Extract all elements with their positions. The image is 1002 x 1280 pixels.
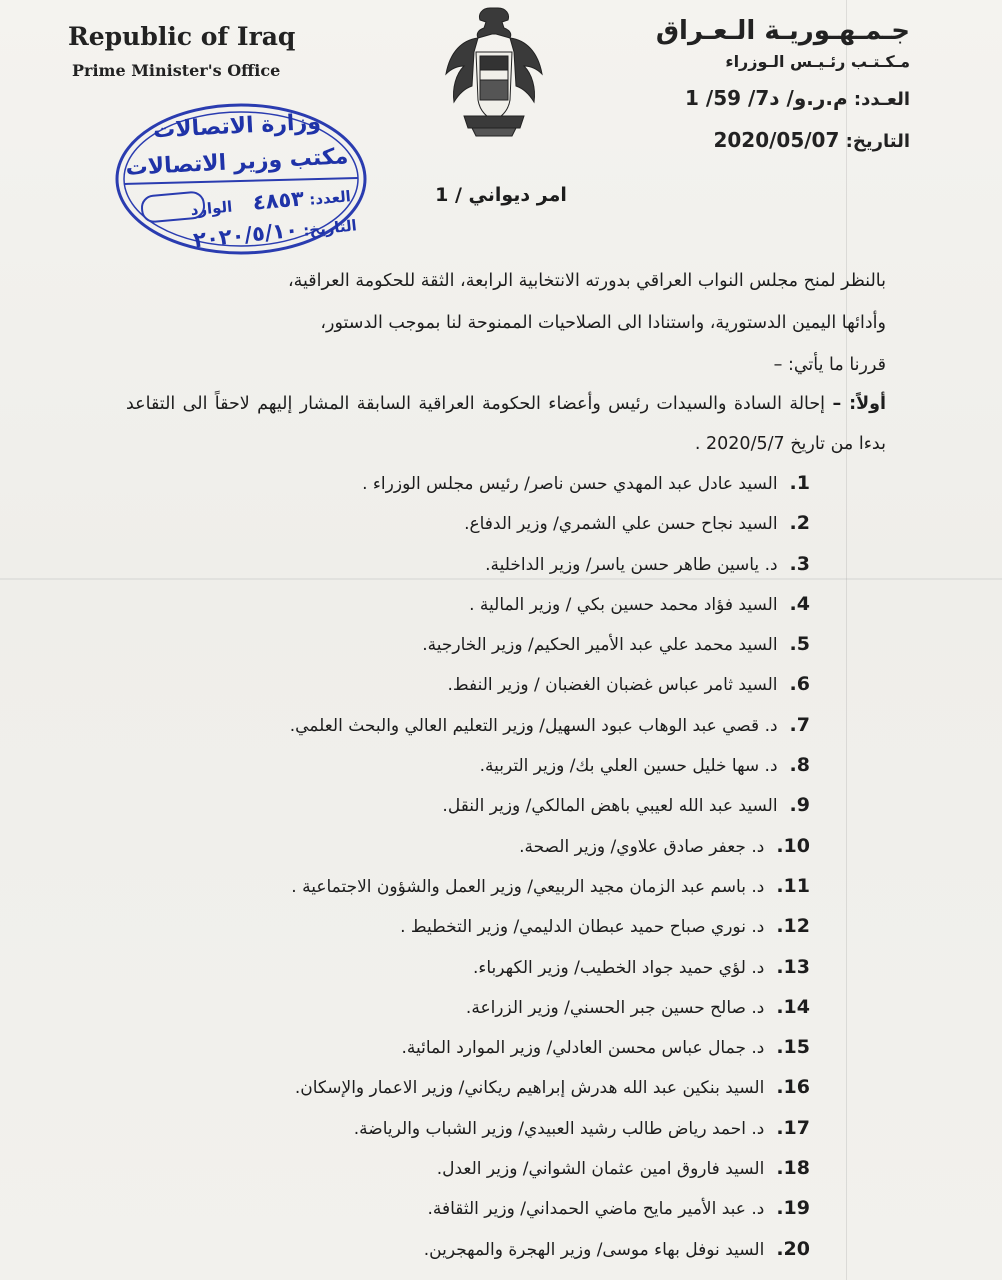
list-item-number: 18. (776, 1157, 810, 1180)
intro-line: بالنظر لمنح مجلس النواب العراقي بدورته الانتخابية الرابعة، الثقة للحكومة العراقية، (287, 271, 886, 291)
list-item-text: د. باسم عبد الزمان مجيد الربيعي/ وزير العمل والشؤون الاجتماعية . (291, 876, 765, 897)
reference-number-label: العـدد: (853, 89, 910, 110)
list-item (290, 1188, 810, 1228)
list-item (290, 705, 810, 745)
list-item-number: 4. (789, 592, 810, 615)
list-item (290, 503, 810, 543)
list-item-number: 10. (776, 834, 810, 857)
eagle-emblem-icon (442, 4, 546, 142)
list-item-number: 8. (789, 754, 810, 777)
list-item (290, 624, 810, 664)
ministry-receipt-stamp (112, 100, 370, 258)
list-item (290, 906, 810, 946)
list-item (290, 1229, 810, 1269)
list-item (290, 1027, 810, 1067)
stamp-date-label: التاريخ: (302, 216, 358, 240)
list-item (290, 826, 810, 866)
list-item-number: 20. (776, 1237, 810, 1260)
list-item-text: السيد فاروق امين عثمان الشواني/ وزير العدل. (436, 1159, 765, 1180)
list-item (290, 544, 810, 584)
list-item-text: د. صالح حسين جبر الحسني/ وزير الزراعة. (465, 997, 765, 1018)
decree-first-clause (126, 384, 886, 464)
list-item-text: د. احمد رياض طالب رشيد العبيدي/ وزير الشباب والرياضة. (353, 1118, 765, 1139)
list-item-number: 3. (789, 552, 810, 575)
document-date-label: التاريخ: (845, 131, 910, 152)
list-item-text: د. سها خليل حسين العلي بك/ وزير التربية. (479, 756, 778, 777)
english-office-subtitle: Prime Minister's Office (72, 61, 281, 80)
list-item-text: السيد عادل عبد المهدي حسن ناصر/ رئيس مجلس الوزراء . (362, 474, 778, 494)
list-item (290, 785, 810, 825)
list-item (290, 584, 810, 624)
list-item-text: السيد بنكين عبد الله هدرش إبراهيم ريكاني/ وزير الاعمار والإسكان. (294, 1078, 765, 1099)
first-clause-text: إحالة السادة والسيدات رئيس وأعضاء الحكومة العراقية السابقة المشار إليهم لاحقاً الى التقاعد بدءا من تاريخ 2020/5/7 . (126, 394, 886, 454)
list-item-number: 9. (789, 794, 810, 817)
stamp-incoming-label: الوارد (189, 197, 233, 220)
list-item-text: السيد نجاح حسن علي الشمري/ وزير الدفاع. (464, 514, 778, 535)
list-item-text: د. ياسين طاهر حسن ياسر/ وزير الداخلية. (485, 554, 778, 575)
list-item (290, 1108, 810, 1148)
list-item-number: 5. (789, 633, 810, 656)
english-country-title: Republic of Iraq (68, 22, 296, 51)
list-item (290, 947, 810, 987)
list-item (290, 745, 810, 785)
list-item-text: السيد محمد علي عبد الأمير الحكيم/ وزير الخارجية. (422, 635, 778, 656)
list-item-number: 14. (776, 995, 810, 1018)
list-item (290, 1067, 810, 1107)
list-item-number: 1. (789, 472, 810, 494)
list-item-number: 13. (776, 955, 810, 978)
list-item-text: د. لؤي حميد جواد الخطيب/ وزير الكهرباء. (472, 957, 765, 978)
list-item-text: السيد فؤاد محمد حسين بكي / وزير المالية . (469, 594, 778, 615)
list-item-text: د. نوري صباح حميد عبطان الدليمي/ وزير التخطيط . (400, 917, 765, 938)
list-item-number: 16. (776, 1076, 810, 1099)
intro-line: قررنا ما يأتي: – (773, 355, 886, 375)
intro-line: وأدائها اليمين الدستورية، واستنادا الى الصلاحيات الممنوحة لنا بموجب الدستور، (320, 313, 886, 333)
decree-title: امر ديواني / 1 (435, 184, 567, 206)
first-clause-label: أولاً: – (832, 394, 886, 414)
arabic-country-title: جـمـهـوريـة الـعـراق (655, 16, 910, 46)
stamp-ministry-name: وزارة الاتصالات (152, 109, 322, 144)
retired-members-list (290, 463, 810, 1269)
list-item (290, 866, 810, 906)
list-item-text: د. عبد الأمير مايح ماضي الحمداني/ وزير الثقافة. (427, 1199, 765, 1220)
list-item-number: 11. (776, 874, 810, 897)
list-item-number: 12. (776, 915, 810, 938)
reference-number (685, 86, 910, 110)
stamp-number-value: ٤٨٥٣ (251, 186, 305, 215)
stamp-number-label: العدد: (308, 187, 352, 209)
reference-number-value: م.ر.و/ د7/ 59/ 1 (685, 86, 848, 110)
list-item-text: السيد ثامر عباس غضبان الغضبان / وزير النفط. (447, 675, 778, 696)
document-date-value: 2020/05/07 (713, 128, 840, 152)
list-item-text: د. جمال عباس محسن العادلي/ وزير الموارد المائية. (401, 1038, 765, 1059)
list-item-number: 17. (776, 1116, 810, 1139)
document-date (713, 128, 910, 152)
list-item-text: السيد نوفل بهاء موسى/ وزير الهجرة والمهجرين. (423, 1239, 765, 1260)
list-item-text: د. جعفر صادق علاوي/ وزير الصحة. (519, 836, 765, 857)
list-item (290, 664, 810, 704)
stamp-date-value: ٢٠٢٠/٥/١٠ (192, 217, 300, 253)
list-item-number: 19. (776, 1197, 810, 1220)
list-item (290, 1148, 810, 1188)
list-item-number: 6. (789, 673, 810, 696)
decree-intro (126, 260, 886, 386)
list-item (290, 463, 810, 503)
list-item-text: السيد عبد الله لعيبي باهض المالكي/ وزير النقل. (442, 796, 778, 817)
stamp-office-name: مكتب وزير الاتصالات (125, 144, 349, 181)
list-item-text: د. قصي عبد الوهاب عبود السهيل/ وزير التعليم العالي والبحث العلمي. (289, 715, 778, 736)
list-item-number: 15. (776, 1036, 810, 1059)
list-item-number: 7. (789, 713, 810, 736)
list-item (290, 987, 810, 1027)
list-item-number: 2. (789, 512, 810, 535)
arabic-office-subtitle: مـكـتـب رئـيـس الـوزراء (725, 52, 910, 71)
